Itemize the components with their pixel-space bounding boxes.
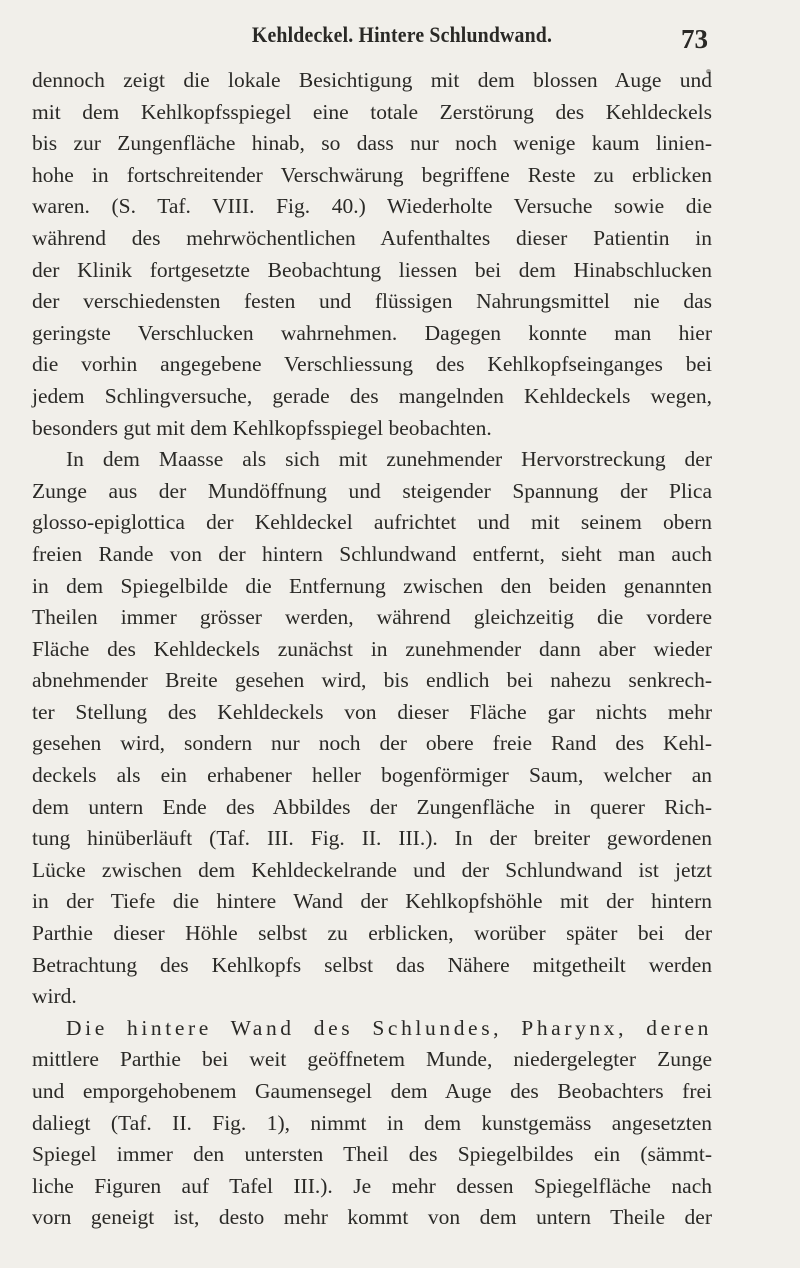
text-line: in der Tiefe die hintere Wand der Kehlkopfshöhle mit der hintern	[32, 889, 712, 914]
text-line: und emporgehobenem Gaumensegel dem Auge des Beobachters frei	[32, 1079, 712, 1103]
paragraph-end-line: wird.	[32, 984, 77, 1009]
text-line: der verschiedensten festen und flüssigen Nahrungsmittel nie das	[32, 289, 712, 314]
section-start-line: Die hintere Wand des Schlundes, Pharynx, deren	[66, 1015, 712, 1040]
text-line: in dem Spiegelbilde die Entfernung zwischen den beiden genannten	[32, 573, 712, 598]
text-line: Lücke zwischen dem Kehldeckelrande und der Schlundwand ist jetzt	[32, 857, 712, 882]
text-line: mit dem Kehlkopfsspiegel eine totale Zerstörung des Kehldeckels	[32, 99, 712, 124]
text-line: die vorhin angegebene Verschliessung des Kehlkopfseinganges bei	[32, 352, 712, 377]
text-line: mittlere Parthie bei weit geöffnetem Munde, niedergelegter Zunge	[32, 1047, 712, 1072]
text-line: deckels als ein erhabener heller bogenförmiger Saum, welcher an	[32, 763, 712, 788]
text-line: Fläche des Kehldeckels zunächst in zunehmender dann aber wieder	[32, 636, 712, 661]
text-line: ter Stellung des Kehldeckels von dieser Fläche gar nichts mehr	[32, 699, 712, 724]
text-line: geringste Verschlucken wahrnehmen. Dagegen konnte man hier	[32, 320, 712, 345]
text-line: vorn geneigt ist, desto mehr kommt von dem untern Theile der	[32, 1205, 712, 1230]
text-line: Spiegel immer den untersten Theil des Spiegelbildes ein (sämmt-	[32, 1142, 712, 1167]
text-line: tung hinüberläuft (Taf. III. Fig. II. III.). In der breiter gewordenen	[32, 826, 712, 851]
text-line: glosso-epiglottica der Kehldeckel aufrichtet und mit seinem obern	[32, 510, 712, 535]
text-line: hohe in fortschreitender Verschwärung begriffene Reste zu erblicken	[32, 162, 712, 187]
text-line: bis zur Zungenfläche hinab, so dass nur noch wenige kaum linien-	[32, 131, 712, 156]
text-line: waren. (S. Taf. VIII. Fig. 40.) Wiederholte Versuche sowie die	[32, 194, 712, 219]
text-line: Betrachtung des Kehlkopfs selbst das Nähere mitgetheilt werden	[32, 952, 712, 977]
text-line: dem untern Ende des Abbildes der Zungenfläche in querer Rich-	[32, 794, 712, 819]
text-line: jedem Schlingversuche, gerade des mangelnden Kehldeckels wegen,	[32, 383, 712, 408]
text-line: Parthie dieser Höhle selbst zu erblicken, worüber später bei der	[32, 921, 712, 946]
page-number: 73	[681, 24, 708, 54]
text-line: freien Rande von der hintern Schlundwand entfernt, sieht man auch	[32, 541, 712, 566]
text-line: liche Figuren auf Tafel III.). Je mehr dessen Spiegelfläche nach	[32, 1173, 712, 1198]
page-header	[96, 22, 708, 58]
text-line: Theilen immer grösser werden, während gleichzeitig die vordere	[32, 605, 712, 630]
text-line: daliegt (Taf. II. Fig. 1), nimmt in dem kunstgemäss angesetzten	[32, 1110, 712, 1135]
paragraph-end-line: besonders gut mit dem Kehlkopfsspiegel beobachten.	[32, 415, 492, 440]
body-text	[32, 65, 712, 1234]
paragraph-start-line: In dem Maasse als sich mit zunehmender Hervorstreckung der	[66, 447, 712, 472]
text-line: Zunge aus der Mundöffnung und steigender Spannung der Plica	[32, 478, 712, 503]
text-line: abnehmender Breite gesehen wird, bis endlich bei nahezu senkrech-	[32, 668, 712, 693]
text-line: der Klinik fortgesetzte Beobachtung liessen bei dem Hinabschlucken	[32, 257, 712, 282]
text-line: dennoch zeigt die lokale Besichtigung mit dem blossen Auge und	[32, 68, 712, 92]
text-line: gesehen wird, sondern nur noch der obere freie Rand des Kehl-	[32, 731, 712, 756]
text-line: während des mehrwöchentlichen Aufenthaltes dieser Patientin in	[32, 225, 712, 250]
running-head: Kehldeckel. Hintere Schlundwand.	[251, 22, 553, 47]
